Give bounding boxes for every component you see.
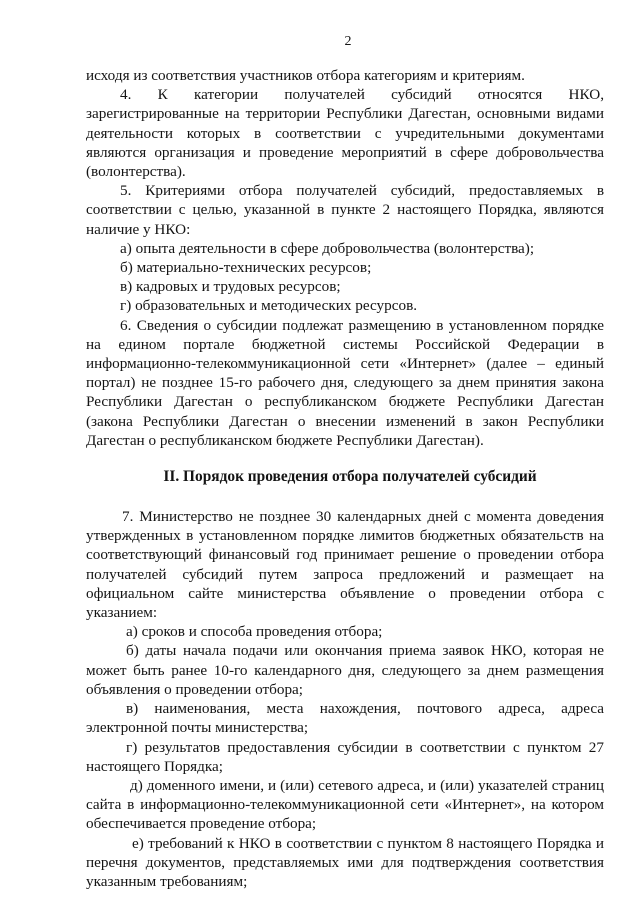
text-line: (волонтерства). — [86, 163, 186, 181]
text-line: настоящего Порядка; — [86, 757, 223, 775]
text-line: объявления о проведении отбора; — [86, 680, 303, 698]
text-line: Дагестан о республиканском бюджете Республики Дагестан). — [86, 431, 484, 449]
list-item: в) кадровых и трудовых ресурсов; — [120, 278, 341, 296]
section-heading: II. Порядок проведения отбора получателей субсидий — [163, 468, 537, 486]
text-line: (закона Республики Дагестан о внесении изменений в закон Республики — [86, 412, 604, 430]
text-line: зарегистрированные на территории Республики Дагестан, основными видами — [86, 105, 604, 123]
text-line: электронной почты министерства; — [86, 719, 309, 737]
text-line: портал) не позднее 15-го рабочего дня, следующего за днем принятия закона — [86, 374, 604, 392]
text-line: 7. Министерство не позднее 30 календарных дней с момента доведения — [122, 508, 604, 526]
text-line: Республики Дагестан о республиканском бюджете Республики Дагестан — [86, 393, 604, 411]
text-line: являются организация и проведение мероприятий в сфере добровольчества — [86, 143, 604, 161]
text-line: 5. Критериями отбора получателей субсидий, предоставляемых в — [120, 182, 604, 200]
list-item: в) наименования, места нахождения, почтового адреса, адреса — [126, 700, 604, 718]
text-line: утвержденных в установленном порядке лимитов бюджетных обязательств на — [86, 527, 604, 545]
list-item: е) требований к НКО в соответствии с пунктом 8 настоящего Порядка и — [132, 834, 604, 852]
text-line: сайта в информационно-телекоммуникационной сети «Интернет», на котором — [86, 796, 604, 814]
text-line: на едином портале бюджетной системы Российской Федерации в — [86, 335, 604, 353]
list-item: а) сроков и способа проведения отбора; — [126, 623, 383, 641]
text-line: 6. Сведения о субсидии подлежат размещению в установленном порядке — [120, 316, 604, 334]
text-line: информационно-телекоммуникационной сети «Интернет» (далее – единый — [86, 355, 604, 373]
text-line: указанным требованиям; — [86, 872, 248, 890]
list-item: д) доменного имени, и (или) сетевого адреса, и (или) указателей страниц — [130, 776, 604, 794]
text-line: перечня документов, представляемых ими для подтверждения соответствия — [86, 853, 604, 871]
section-2-body — [86, 507, 604, 891]
text-line: соответствующий финансовый год принимает решение о проведении отбора — [86, 546, 604, 564]
section-1-body — [86, 66, 604, 450]
text-line: получателей субсидий путем запроса предложений и размещает на — [86, 565, 604, 583]
text-line: 4. К категории получателей субсидий относятся НКО, — [120, 86, 604, 104]
page-number: 2 — [344, 34, 352, 49]
list-item: г) образовательных и методических ресурсов. — [120, 297, 418, 315]
text-line: может быть ранее 10-го календарного дня, следующего за днем размещения — [86, 661, 604, 679]
list-item: б) материально-технических ресурсов; — [120, 259, 372, 277]
text-line: исходя из соответствия участников отбора категориям и критериям. — [86, 67, 525, 84]
text-line: обеспечивается проведение отбора; — [86, 815, 317, 833]
text-line: официальном сайте министерства объявление о проведении отбора с — [86, 584, 604, 602]
list-item: а) опыта деятельности в сфере добровольчества (волонтерства); — [120, 239, 535, 257]
text-line: соответствии с целью, указанной в пункте 2 настоящего Порядка, являются — [86, 201, 604, 219]
text-line: деятельности которых в соответствии с учредительными документами — [86, 124, 604, 142]
text-line: указанием: — [86, 604, 158, 622]
text-line: наличие у НКО: — [86, 220, 191, 238]
list-item: г) результатов предоставления субсидии в соответствии с пунктом 27 — [126, 738, 604, 756]
list-item: б) даты начала подачи или окончания приема заявок НКО, которая не — [126, 642, 604, 660]
